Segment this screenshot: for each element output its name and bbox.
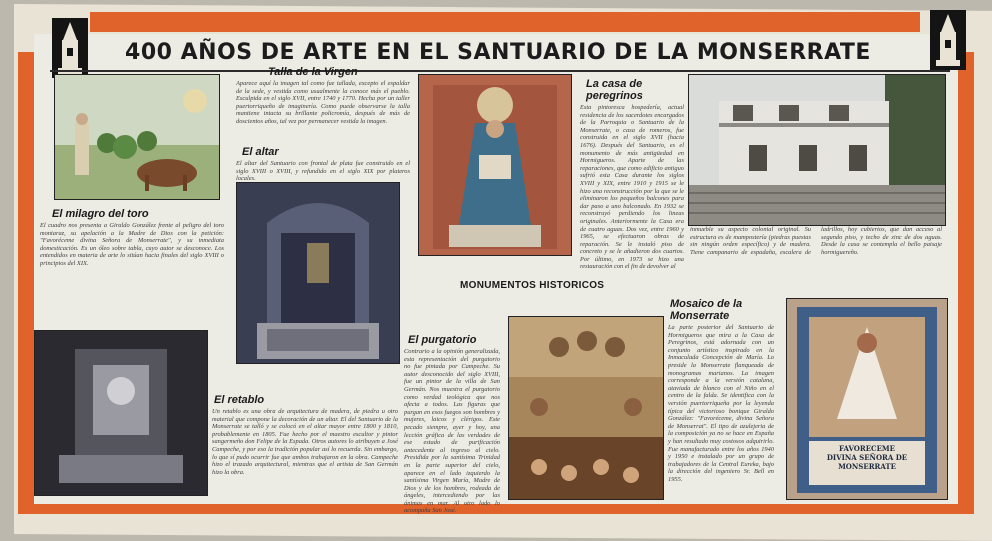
retablo-heading: El retablo [214, 394, 265, 406]
section-heading: MONUMENTOS HISTORICOS [460, 280, 605, 291]
pilgrims-house-photo [688, 74, 946, 226]
altar-heading: El altar [242, 146, 279, 158]
page-title: 400 AÑOS DE ARTE EN EL SANTUARIO DE LA MONSERRATE [125, 40, 871, 65]
virgin-statue-photo [418, 74, 572, 256]
inscription-line-2: DIVINA SEÑORA DE [826, 453, 908, 462]
church-tower-icon-right [930, 10, 966, 70]
altar-text: El altar del Santuario con frontal de plata fue construido en el siglo XVIII o XVIII, y refundido en el siglo XIX por plateros locales. [236, 160, 410, 183]
casa-text: Esta pintoresca hospedería, actual residencia de los sacerdotes encargados de la Parroquia o Santuario de la Monserrate, o casa de romeros, fue construida en el siglo XVII (hacia 1676). Después del Santuario, es el monumento de más antigüedad en Hormigueros. Aparte de las reparaciones, que como edificio antiguo sufrió esta Casa durante los siglos XVIII y XIX, entre 1910 y 1915 se le hizo una reconstrucción por la que se le eliminaron los pequeños balcones para dar paso a uno balconado. En 1932 se reconstruyó perdiendo los lineas originales. Anteriormente la Casa era de cuatro aguas. Dos vez, entre 1960 y 1965, se efectuaron obras de reparación. Se le instaló piso de concreto y se le añadieron dos cuartos. Por último, en 1973 se hizo una restauración con el fin de devolver al [580, 104, 684, 271]
bull-miracle-painting [54, 74, 220, 200]
retablo-photo [34, 330, 208, 496]
milagro-heading: El milagro del toro [52, 208, 149, 220]
casa-heading: La casa de peregrinos [586, 78, 643, 102]
purgatorio-heading: El purgatorio [408, 334, 477, 346]
altar-photo [236, 182, 400, 364]
talla-heading: Talla de la Virgen [268, 66, 358, 78]
talla-text: Aparece aquí la imagen tal como fue tallada, excepto el espaldar de la sede, y vestida como usualmente la conoce más el pueblo. Esculpida en el siglo XVII, entre 1740 y 1770. Hecha por un taller puertorriqueño de imaginería. Como puede observarse la talla mantiene intacta su brillante policromía, después de más de doscientos años, tal vez por permanecer vestida la imagen. [236, 80, 410, 125]
mosaico-heading: Mosaico de la Monserrate [670, 298, 743, 322]
title-underline [50, 70, 950, 72]
mosaico-text: La parte posterior del Santuario de Hormigueros que mira a la Casa de Peregrinos, está adornada con un conjunto artístico inspirado en la Inmaculada Concepción de María. Lo preside la Monserrate flanqueada de monogramas marianos. La imagen corresponde a la versión catalana, ataviada de blanco con el Niño en el centro de la falda. Se identifica con la versión puertorriqueña por la leyenda típica del victorioso bonique Giraldo González: "Favoréceme, divina Señora de Monserrat". El tipo de azulejeria de la composición ya no se hace en España y han resultado muy costosos adquirirlo. Fue manufacturado entre los años 1940 y 1950 e instalado por un grupo de trabajadores de la Central Eureka, bajo la dirección del ingeniero Sr. Bell en 1955. [668, 324, 774, 483]
inscription-line-3: MONSERRATE [838, 462, 896, 471]
purgatorio-text: Contrario a la opinión generalizada, esta representación del purgatorio no fue pintada por Campeche. Su autor desconocido del siglo XVIII, fue un pintor de la villa de San Germán. Nos muestra el purgatorio como verdad teológica que nos afecta a todos. Las figuras que purgan en esos fuegos son hombres y mujeres, laicos y clérigos. Este pecado siempre, ayer y hoy, una lección gráfica de las verdades de ese estado de purificación antecedente al ingreso al cielo. Presidida por la santísima Trinidad en la parte superior del cielo, aparece en el lado izquierdo la santísima Virgen María, Madre de Dios y de los hombres, rodeada de ángeles, intercediendo por las ánimas en mar. Al otro lado lo acompaña San José. [404, 348, 500, 515]
inscription-line-1: FAVORECEME [838, 444, 896, 453]
casa-text-continued: inmueble su aspecto colonial original. Su estructura es de mampostería (piedras puestas sin ningún orden específico) y de madera. Tiene campanario de espadaña, escalera de ladrillos, hoy cubiertos, que dan acceso al segundo piso, y techo de zinc de dos aguas. Desde la casa se contempla el bello paisaje hormiguereño. [690, 226, 942, 256]
mosaic-inscription [812, 444, 922, 471]
right-orange-stripe [958, 52, 974, 514]
retablo-text: Un retablo es una obra de arquitectura de madera, de piedra u otro material que compone la decoración de un altar. El del Santuario de la Monserrate se talló y se colocó en el altar mayor entre 1800 y 1810, probablemente en 1805. Fue hecho por el maestro escultor y pintor sangermeño don Felipe de la Espada. Otros autores lo atribuyen a José Campeche, y por eso la tradición popular así lo recuerda. Sin embargo, lo que sí pudo ocurrir fue que ambos trabajaron en la obra. Campeche hizo el trazado arquitectural, mientras que el artista de San Germán hizo la obra. [212, 408, 398, 476]
left-orange-stripe [18, 52, 34, 514]
purgatory-painting [508, 316, 664, 500]
top-orange-stripe [90, 12, 920, 32]
milagro-text: El cuadro nos presenta a Giraldo González frente al peligro del toro montaraz, su apelación a la Madre de Dios con la petición: "Favoréceme divina Señora de Monserrate", y su inmediata domesticación. Es un óleo sobre tabla, cuyo autor se desconoce. Los entendidos en materia de arte lo sitúan hacia finales del siglo XVIII o principios del XIX. [40, 222, 224, 267]
